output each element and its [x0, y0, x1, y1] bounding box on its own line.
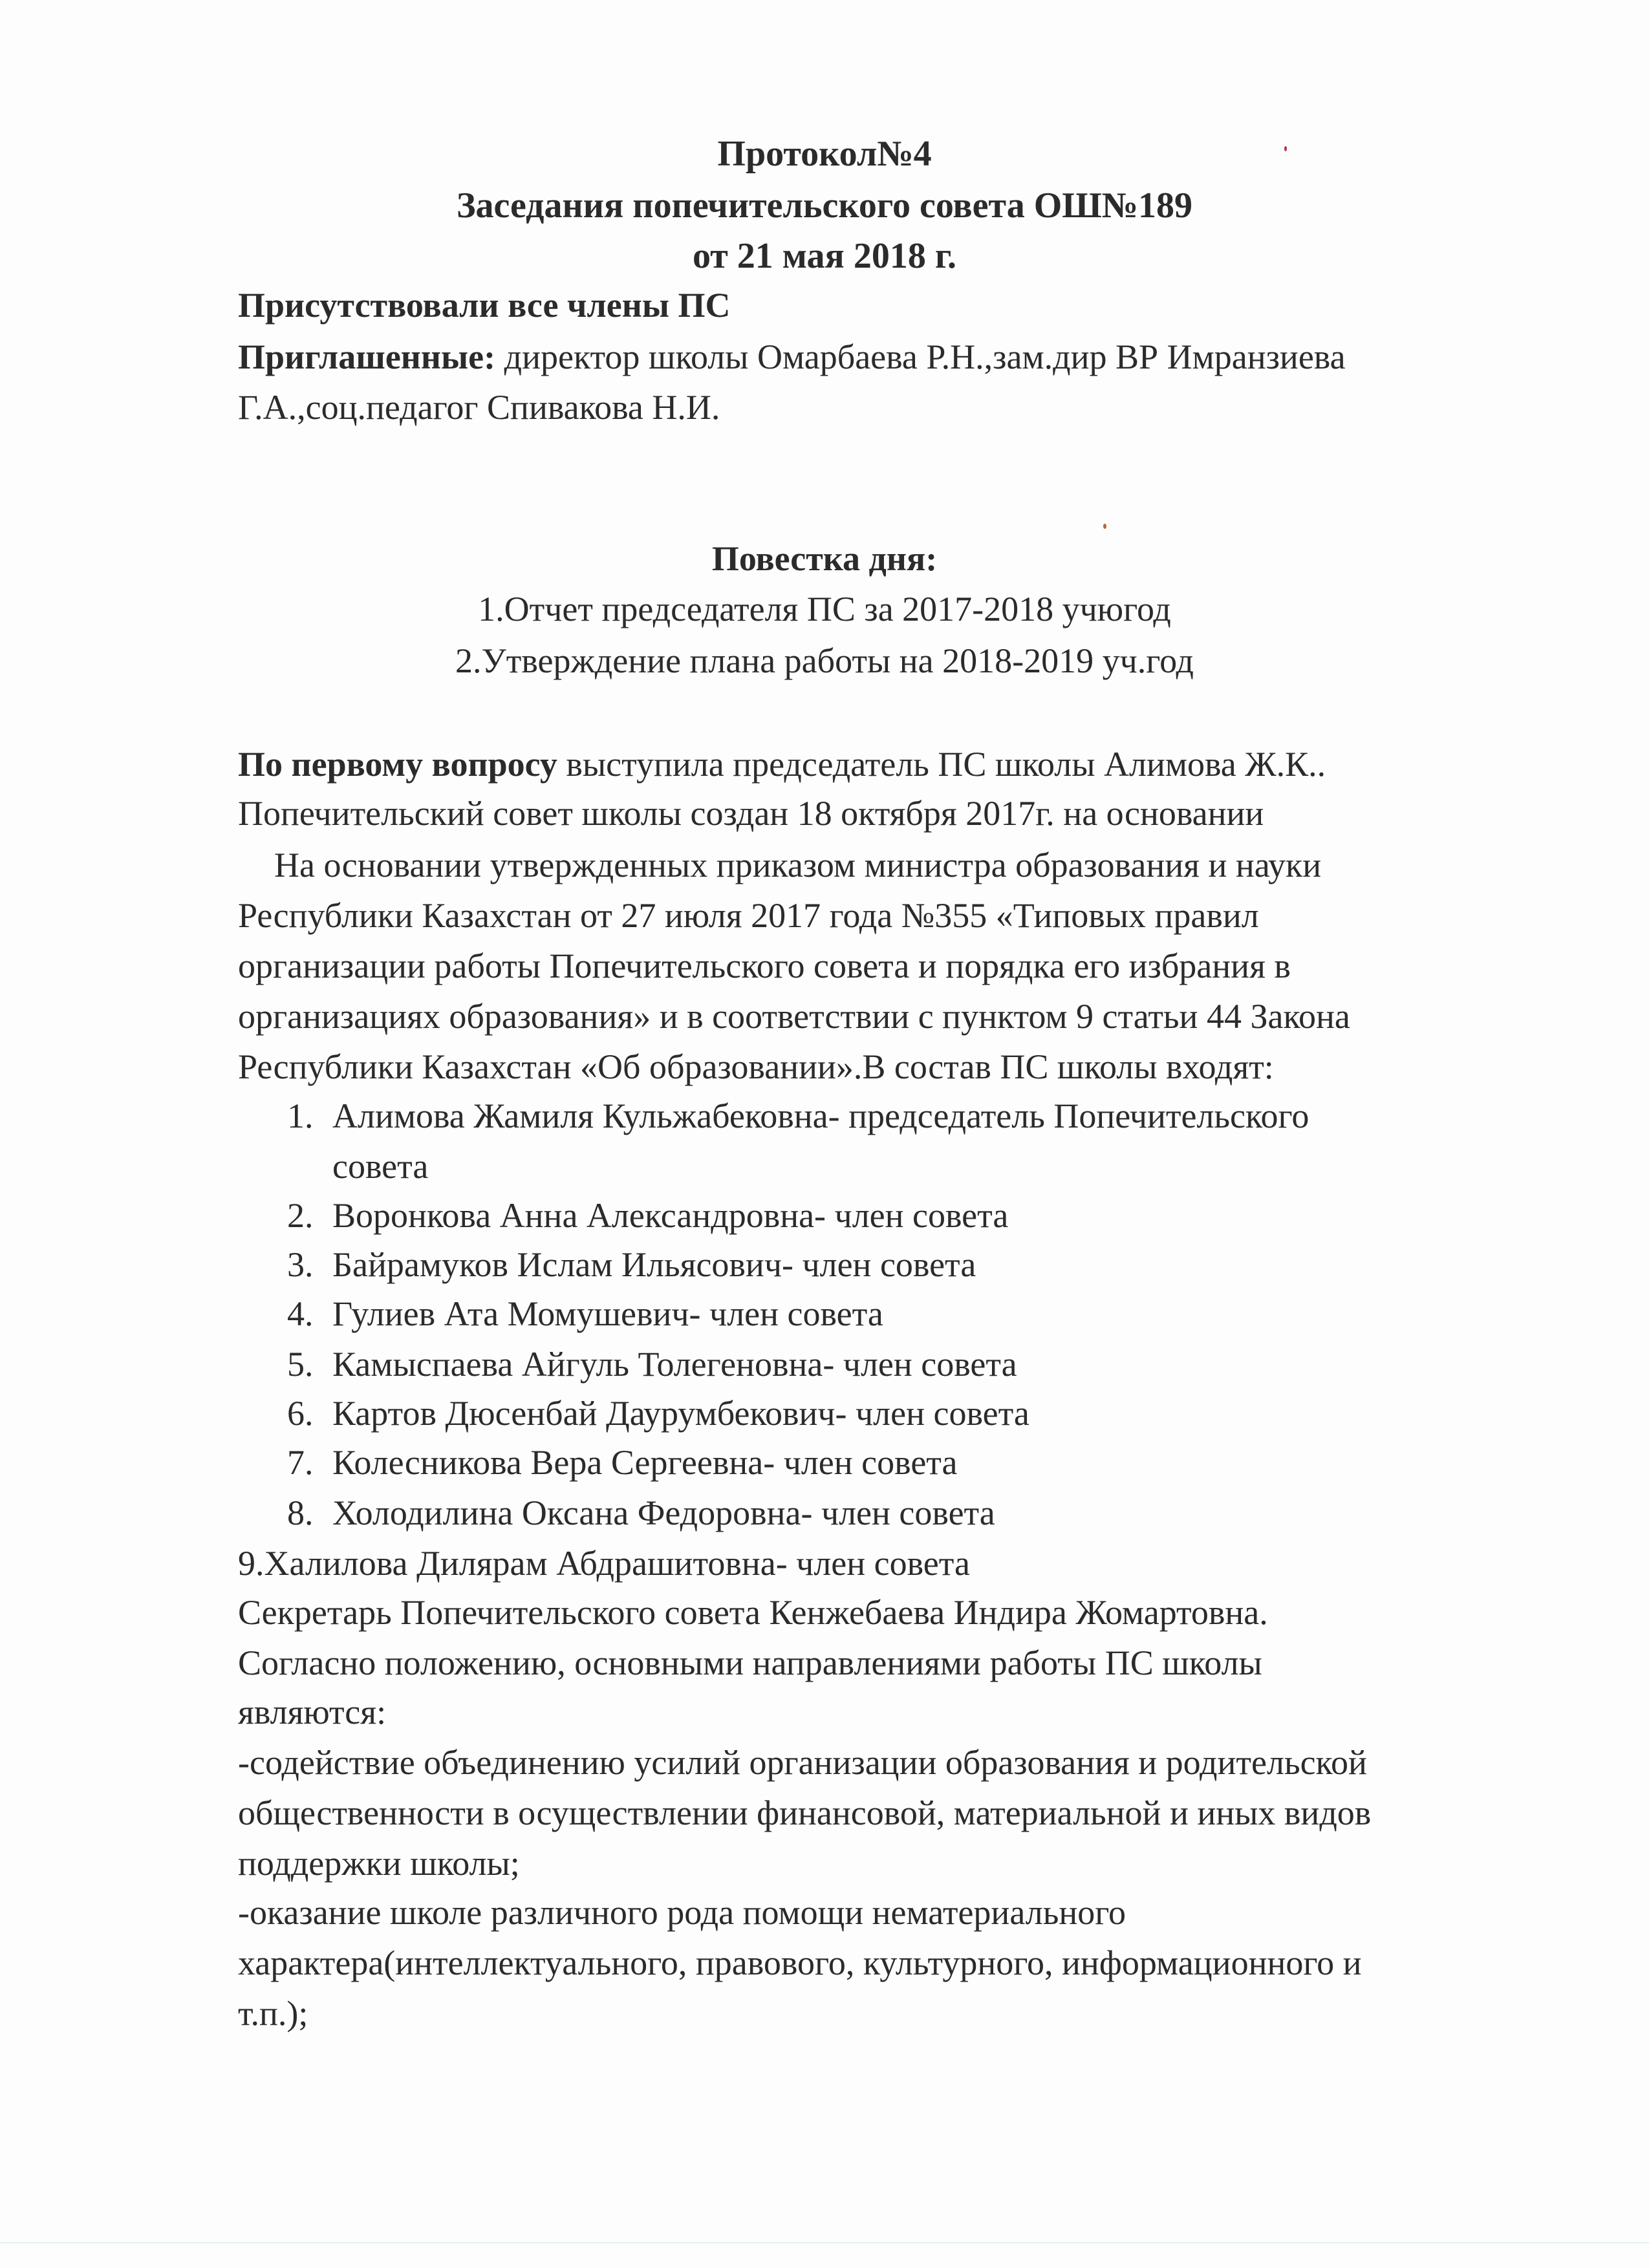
member-number: 8.	[287, 1493, 314, 1532]
member-item: Гулиев Ата Момушевич- член совета	[332, 1294, 883, 1333]
basis-line-5: Республики Казахстан «Об образовании».В состав ПС школы входят:	[238, 1047, 1274, 1086]
agenda-item-1: 1.Отчет председателя ПС за 2017-2018 учюгод	[478, 590, 1171, 628]
directions-intro-2: являются:	[238, 1693, 387, 1731]
present-line: Присутствовали все члены ПС	[238, 286, 731, 325]
member-number: 1.	[287, 1097, 314, 1135]
member-number: 6.	[287, 1394, 314, 1433]
founding-line: Попечительский совет школы создан 18 октября 2017г. на основании	[238, 794, 1264, 833]
member-number: 7.	[287, 1443, 314, 1482]
member-item: Колесникова Вера Сергеевна- член совета	[332, 1443, 958, 1482]
first-question-line	[238, 744, 1326, 785]
direction-line-4: -оказание школе различного рода помощи нематериального	[238, 1893, 1126, 1932]
basis-line-1: На основании утвержденных приказом министра образования и науки	[274, 846, 1322, 884]
member-number: 2.	[287, 1196, 314, 1235]
scan-edge	[0, 2242, 1649, 2243]
member-item: Воронкова Анна Александровна- член совета	[332, 1196, 1009, 1235]
secretary-line: Секретарь Попечительского совета Кенжебаева Индира Жомартовна.	[238, 1593, 1268, 1632]
direction-line-5: характера(интеллектуального, правового, культурного, информационного и	[238, 1943, 1362, 1982]
document-title: Протокол№4	[717, 134, 932, 174]
scan-speck	[1103, 524, 1106, 529]
directions-intro-1: Согласно положению, основными направлениями работы ПС школы	[238, 1643, 1262, 1682]
member-item: Алимова Жамиля Кульжабековна- председатель Попечительского	[332, 1097, 1310, 1135]
invited-label: Приглашенные:	[238, 337, 496, 376]
basis-line-4: организациях образования» и в соответствии с пунктом 9 статьи 44 Закона	[238, 997, 1350, 1036]
invited-text: директор школы Омарбаева Р.Н.,зам.дир ВР Имранзиева	[495, 337, 1346, 376]
basis-line-3: организации работы Попечительского совета и порядка его избрания в	[238, 947, 1291, 985]
member-item: Картов Дюсенбай Даурумбекович- член совета	[332, 1394, 1029, 1433]
direction-line-1: -содействие объединению усилий организации образования и родительской	[238, 1743, 1367, 1782]
first-question-text: выступила председатель ПС школы Алимова Ж.К..	[557, 745, 1326, 784]
document-subtitle: Заседания попечительского совета ОШ№189	[456, 186, 1193, 226]
member-number: 3.	[287, 1245, 314, 1284]
agenda-item-2: 2.Утверждение плана работы на 2018-2019 уч.год	[455, 641, 1194, 680]
invited-line-2: Г.А.,соц.педагог Спивакова Н.И.	[238, 388, 720, 427]
agenda-heading: Повестка дня:	[711, 539, 938, 578]
member-number: 5.	[287, 1345, 314, 1384]
invited-line-1	[238, 336, 1346, 378]
direction-line-3: поддержки школы;	[238, 1844, 520, 1883]
member-item: Холодилина Оксана Федоровна- член совета	[332, 1493, 995, 1532]
direction-line-2: общественности в осуществлении финансовой, материальной и иных видов	[238, 1793, 1372, 1832]
member-item: Камыспаева Айгуль Толегеновна- член совета	[332, 1345, 1017, 1384]
first-question-label: По первому вопросу	[238, 745, 557, 784]
basis-line-2: Республики Казахстан от 27 июля 2017 года №355 «Типовых правил	[238, 896, 1259, 935]
direction-line-6: т.п.);	[238, 1994, 308, 2033]
member-number: 4.	[287, 1294, 314, 1333]
member-item-continuation: совета	[332, 1147, 429, 1186]
document-date: от 21 мая 2018 г.	[693, 236, 956, 276]
member-item-9: 9.Халилова Дилярам Абдрашитовна- член совета	[238, 1544, 970, 1583]
member-item: Байрамуков Ислам Ильясович- член совета	[332, 1245, 976, 1284]
